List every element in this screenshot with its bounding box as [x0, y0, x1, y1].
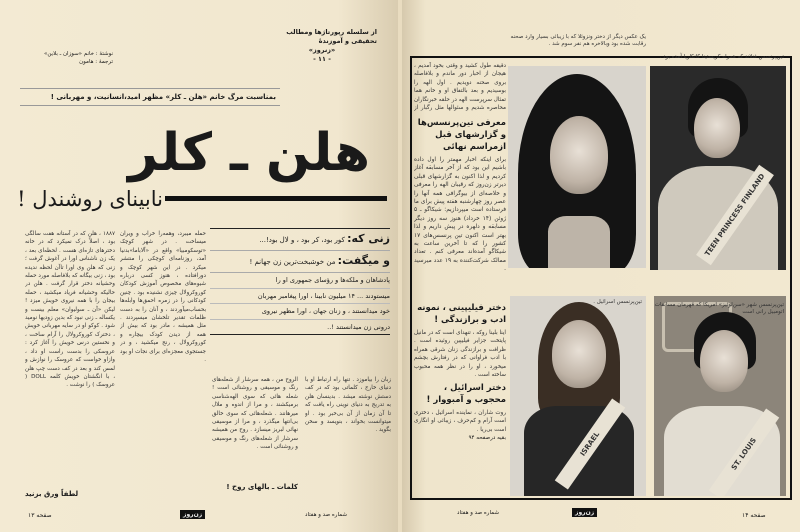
series-note-line: تحقیقی و آموزندهٔ — [318, 37, 377, 45]
section-text: روت شاران ، نماینده اسرائیل ، دختری است آرام و کم‌حرف ، زیبائی او انگاری است بی‌ریا . — [414, 410, 506, 433]
text-column — [414, 62, 506, 496]
translator: ترجمهٔ : هامون — [79, 59, 113, 65]
occasion-band: بمناسبت مرگ خانم «هلن ـ کلر» مظهر امید،انسانیت، و مهربانی ! — [20, 88, 280, 106]
photo-israel — [510, 296, 646, 496]
issue-number: شماره صد و هفتاد — [457, 510, 499, 516]
magazine-logo: زن‌روز — [572, 508, 597, 517]
sash-label: ST. LOUIS — [709, 408, 779, 496]
page-number: صفحه ۱۳ — [28, 512, 52, 519]
body-column-2: حمله میبرد، وهمه‌را خراب و ویران میساخت . در شهر کوچک «توسکومبیا» واقع در «آلاباما»بدنیا آمد، روزنامه‌ای کوچکی را منتشر میکرد . در این شهر کوچک و دورافتاده ، هنوز کسی درباره شیوه‌های مخصوص آموزش کودکان کوروکرولال چیزی نشنیده بود . چنین کودکانی را در زمره احمق‌ها وابله‌ها بحساب‌میآوردند ، و آنان را به دست ظلمات تقدیر تلخشان میسپردند . مثل همیشه ، مادر بود که بیش از همه از دیدن کودک بیچاره و کوروکرولال ، رنج میکشید ، و در جستجوی معجزه‌ای برای نجات او بود . — [120, 231, 206, 364]
quote-summary — [210, 273, 390, 335]
summary-line: پادشاهان و ملکه‌ها و رؤسای جمهوری او را — [210, 273, 390, 289]
section-text: برای اینکه اخبار مهمتر را اول داده باشیم این بود که از آخر مسابقه آغاز کردیم و لذا اکنون به گزارشهای قبلی دیرتر زن‌روز که رقیبان الهه را معرفی و خلاصه‌ای از بیوگرافی همه آنها را عصر روز چهارشنبه هفته پیش برای ما فرستاده است میپردازیم: شیکاگو ـ ۵ ژوئن (۱۴ خرداد) هنوز سه روز دیگر مسابقه و دلهره در پیش داریم و لذا بهتر است اکنون تین پرنسس‌های ۱۷ کشور را که تا آخرین ساعت به شیکاگو آمده‌اند معرفی کنم . تعداد ممالک شرکت‌کننده به ۱۹ عدد میرسید . — [414, 157, 506, 273]
section-heading: معرفی تین‌پرنسس‌ها و گزارشهای قبل ازمراسم نهائی — [417, 118, 506, 152]
series-note — [285, 28, 377, 64]
byline — [28, 50, 113, 66]
section-text: اینا بلینا روکه ، تنهدای است که در مانیل پایتخت جزایر فیلیپین روئیده است . ظرافت و برازندگی زنان شرقی همراه با ادب فراوانی که در رفتارش بچشم میخورد ، او را در نظر همه محبوب ساخته است . — [414, 330, 506, 379]
photo-finland — [650, 66, 786, 270]
photo-st-louis — [654, 296, 786, 496]
subheading: کلمات ـ بالهای روح ! — [226, 483, 298, 491]
series-number: - ۱۱ - — [313, 55, 331, 63]
caption-bottom-right: تین‌پرنسس شهر «سن‌لوئیز» امریکا که قهرمان مسابقات اتومبیل رانی است — [654, 302, 784, 315]
quote-text: کور بود، کر بود ، و لال بود!... — [259, 236, 345, 244]
quote-label: زنی که: — [347, 232, 390, 245]
quote-label: و میگفت: — [337, 254, 390, 267]
page-number: صفحه ۱۴ — [742, 512, 766, 519]
issue-number: شماره صد و هفتاد — [305, 512, 347, 518]
quote-2 — [210, 251, 390, 273]
title-rule — [165, 196, 387, 201]
caption-top-right: تین‌پرنسس فنلاند که همراه کریستینا کانکاریا آمده بود . — [659, 54, 784, 60]
series-note-line: از سلسله رپورتاژها ومطالب — [286, 28, 377, 36]
quote-text: من خوشبخت‌ترین زن جهانم ! — [249, 258, 336, 266]
left-page — [0, 0, 398, 532]
summary-line: درونی زن میدانستند !.. — [210, 320, 390, 336]
body-column-4: زبان را بیاموزد . تنها راه ارتباط او با دنیای خارج ، کلماتی بود که در کف دستش نوشته میشد . بدینسان هلن به تدریج به دنیای نوینی راه یافت که تا آن زمان از آن بی‌خبر بود . او میتوانست بخواند ، بنویسد و سخن بگوید . — [305, 377, 391, 434]
article-title: هلن ـ کلر — [128, 123, 370, 183]
body-column-1: ۱۸۸۷ ، هلن که در آستانه هفت سالگی بود ، اصلاً درک نمیکرد که در خانه دخترهای تازه‌ای هست . لحظه‌ای بعد ، یک زن ناشناس اورا در آغوش گرفت ؛ زنی که هلن وی اورا تاآن لحظه ندیده بود ، زنی بیگانه که بلافاصله مورد حمله وحشیانه دختر قرار گرفت . هلن در حالیکه وحشیانه فریاد میکشید ، حمله بیجان را با همه نیروی خویش میزد ! لیکن «آن ـ سولیوان» معلم بیست و یکساله ـ زنی نبود که بدین زودیها نومید شود . کوکو او در سایه مهربانی خویش ، دخترک کوروکرولال را آرام ساخت ، و نخستین درس خویش را آغاز کرد : عروسکی را بدست راست او داد ، وازاو خواست که عروسک را نوازش و لمس کند و بعد در کف دست چپ هلن ، با انگشتان خویش کلمه DOLL ( عروسک ) را نوشت . — [25, 231, 115, 389]
section-heading: دختر اسرائیل ، محجوب و آمبووار ! — [426, 383, 506, 405]
section-heading: دختر فیلیپینی ، نمونه ادب و برازندگی ! — [417, 303, 506, 325]
caption-bottom-left: تین‌پرنسس اسرائیل . — [593, 299, 642, 305]
right-page — [402, 0, 800, 532]
body-column-3: الروح من ، همه سرشار از شعله‌های رنگ و موسیقی و روشنائی است ! شعله هائی که سوی الهه‌شناسی برمیکشند ، و مرا از اندوه و ملال میرهانند . شعله‌هائی که سوی خالق بی‌انتها میگذرد ، و مرا از موسیقی نهائی لبریز میسازد . روح من همیشه سرشار از شعله‌های رنگ و موسیقی و روشنائی است . — [212, 377, 298, 451]
sash-label: ISRAEL — [555, 398, 625, 489]
series-note-line: «زنروز» — [308, 46, 336, 54]
photo-venezuela — [508, 66, 646, 268]
continue-note: لطفاً ورق بزنید — [25, 490, 79, 498]
summary-line: خود میدانستند ، و زنان جهان ، اورا مظهر نیروی — [210, 304, 390, 320]
magazine-logo: زن‌روز — [180, 510, 205, 519]
summary-line: میستودند ... ۱۴ میلیون نابینا ، اورا پیغامبر مهربان — [210, 289, 390, 305]
quote-box — [210, 228, 390, 335]
continued-note: بقیه درصفحه ۹۴ — [468, 435, 506, 441]
quote-1 — [210, 229, 390, 251]
caption-top-left: یک عکس دیگر از دختر ونزوئلا که با زیبائی بسیار وارد صحنه رقابت شده بود وبالاخره هم نفر سوم شد . — [510, 34, 646, 47]
author: نوشتهٔ : خانم «سوزان ـ بلاین» — [44, 51, 113, 57]
intro-text: دقیقه طول کشید و وقتی بخود آمدیم ، هیجان از اخبار دور ماندم و بلافاصله بروی صحنه دویدیم . اول الهه را بوسیدیم و بعد بالتفاق او و خانم هما تمثال سرپرست الهه در حلقه خبرنگاران محاصره شدیم و سئوالها مثل رگبار از — [414, 63, 506, 112]
sash-label: TEEN PRINCESS FINLAND — [696, 165, 774, 265]
article-subtitle: نابینای روشندل ! — [17, 187, 163, 211]
